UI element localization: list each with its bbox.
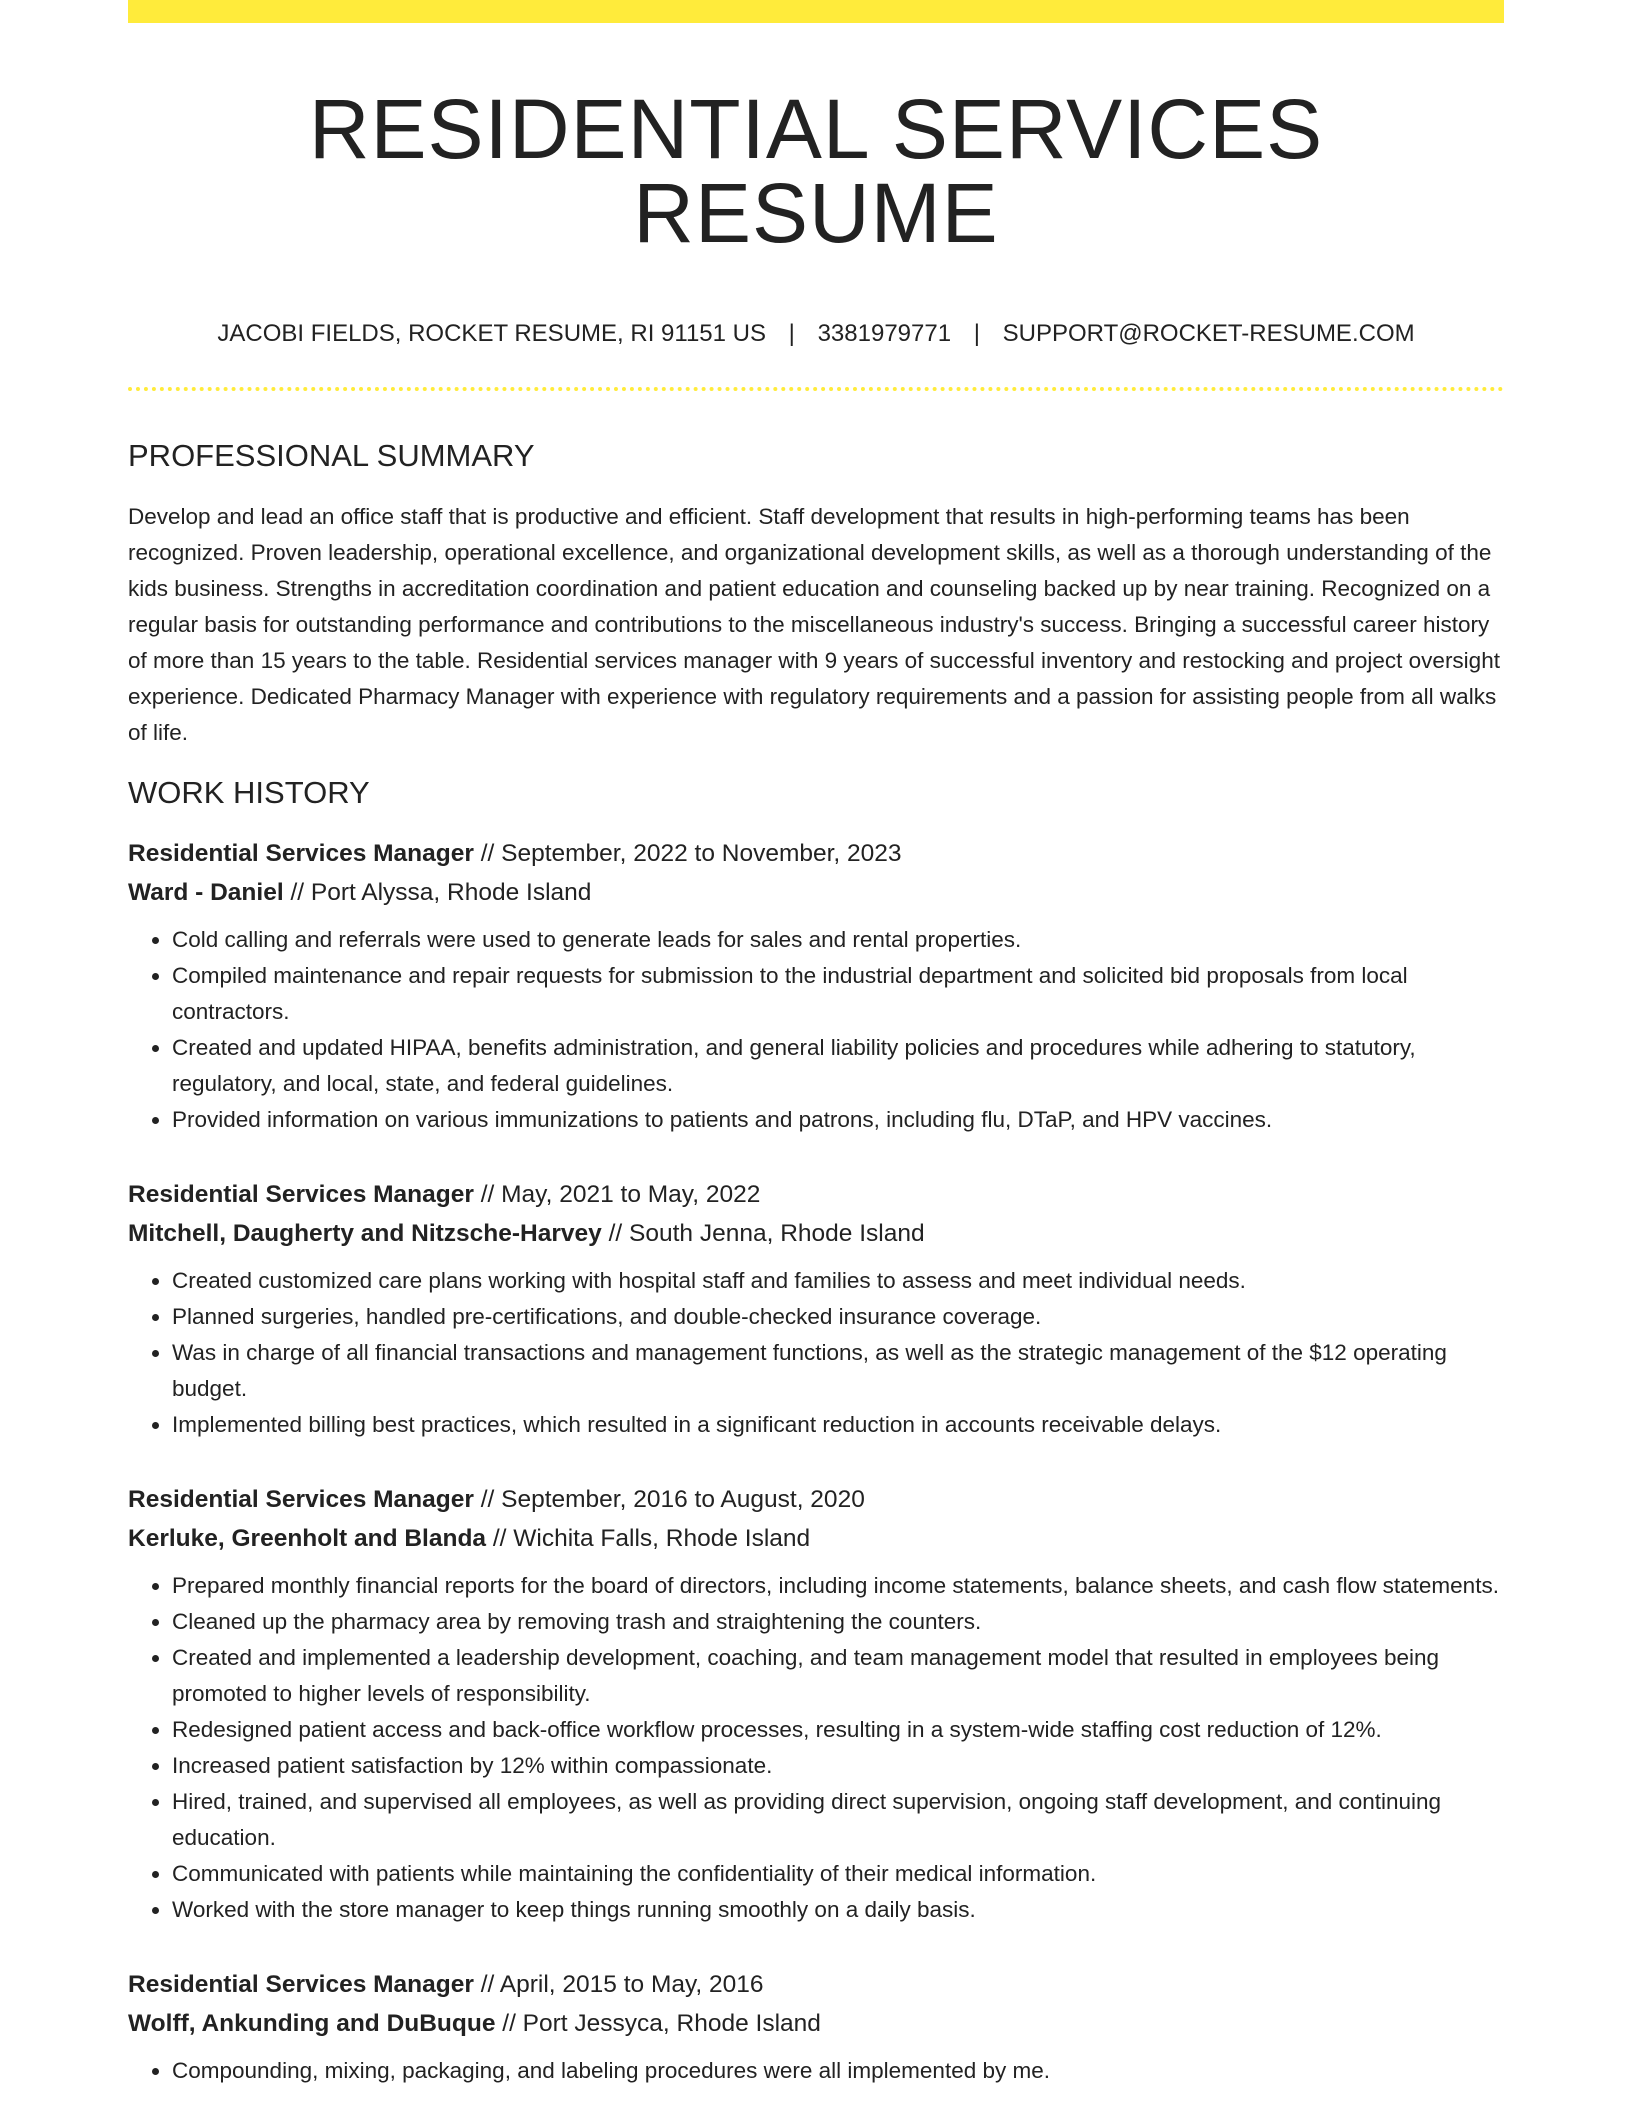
- job-entry: [128, 1480, 1504, 1928]
- job-role: Residential Services Manager: [128, 1181, 474, 1208]
- job-bullet: • Compounding, mixing, packaging, and labeling procedures were all implemented by me.: [172, 2053, 1504, 2089]
- job-bullet: • Redesigned patient access and back-office workflow processes, resulting in a system-wide staffing cost reduction of 12%.: [172, 1712, 1504, 1748]
- job-entry: [128, 834, 1504, 1138]
- job-bullet: • Created customized care plans working with hospital staff and families to assess and meet individual needs.: [172, 1263, 1504, 1299]
- job-dates: // September, 2022 to November, 2023: [473, 840, 902, 867]
- job-title-line: [128, 1480, 1504, 1519]
- job-company: Kerluke, Greenholt and Blanda: [128, 1525, 487, 1552]
- top-accent-bar: [128, 0, 1504, 23]
- job-dates: // May, 2021 to May, 2022: [473, 1181, 761, 1208]
- job-bullet: • Created and updated HIPAA, benefits administration, and general liability policies and procedures while adhering to statutory, regulatory, and local, state, and federal guidelines.: [172, 1030, 1504, 1102]
- resume-page: [128, 0, 1504, 2089]
- job-bullet: • Implemented billing best practices, which resulted in a significant reduction in accounts receivable delays.: [172, 1407, 1504, 1443]
- work-history-heading: WORK HISTORY: [128, 775, 370, 810]
- summary-text: Develop and lead an office staff that is productive and efficient. Staff development that results in high-performing teams has been recognized. Proven leadership, operational excellence, and organizational development skills, as well as a thorough understanding of the kids business. Strengths in accreditation coordination and patient education and counseling backed up by near training. Recognized on a regular basis for outstanding performance and contributions to the miscellaneous industry's success. Bringing a successful career history of more than 15 years to the table. Residential services manager with 9 years of successful inventory and restocking and project oversight experience. Dedicated Pharmacy Manager with experience with regulatory requirements and a passion for assisting people from all walks of life.: [128, 504, 1500, 745]
- job-role: Residential Services Manager: [128, 840, 474, 867]
- job-location: // Port Alyssa, Rhode Island: [283, 879, 592, 906]
- job-bullets: [128, 1263, 1504, 1443]
- work-history-list: [128, 834, 1504, 2089]
- job-role: Residential Services Manager: [128, 1486, 474, 1513]
- job-bullet: • Was in charge of all financial transactions and management functions, as well as the strategic management of the $12 operating budget.: [172, 1335, 1504, 1407]
- contact-line: [128, 322, 1504, 346]
- job-company-line: [128, 2004, 1504, 2043]
- job-bullet: • Hired, trained, and supervised all employees, as well as providing direct supervision, ongoing staff development, and continuing education.: [172, 1784, 1504, 1856]
- job-bullet: • Increased patient satisfaction by 12% within compassionate.: [172, 1748, 1504, 1784]
- contact-address: JACOBI FIELDS, ROCKET RESUME, RI 91151 US: [217, 320, 766, 347]
- job-bullet: • Provided information on various immunizations to patients and patrons, including flu, DTaP, and HPV vaccines.: [172, 1102, 1504, 1138]
- job-entry: [128, 1175, 1504, 1443]
- job-title-line: [128, 1175, 1504, 1214]
- contact-separator: |: [973, 320, 980, 347]
- job-dates: // April, 2015 to May, 2016: [473, 1971, 764, 1998]
- job-bullets: [128, 2053, 1504, 2089]
- job-company: Ward - Daniel: [128, 879, 284, 906]
- job-company: Mitchell, Daugherty and Nitzsche-Harvey: [128, 1220, 602, 1247]
- job-dates: // September, 2016 to August, 2020: [473, 1486, 865, 1513]
- job-bullets: [128, 922, 1504, 1138]
- job-bullet: • Cold calling and referrals were used to generate leads for sales and rental properties.: [172, 922, 1504, 958]
- job-bullet: • Prepared monthly financial reports for the board of directors, including income statements, balance sheets, and cash flow statements.: [172, 1568, 1504, 1604]
- contact-separator: |: [788, 320, 795, 347]
- job-bullets: [128, 1568, 1504, 1928]
- dotted-divider: [128, 387, 1504, 391]
- resume-title: RESIDENTIAL SERVICES RESUME: [308, 82, 1324, 260]
- summary-heading: PROFESSIONAL SUMMARY: [128, 438, 535, 473]
- job-company-line: [128, 873, 1504, 912]
- job-company-line: [128, 1214, 1504, 1253]
- job-company-line: [128, 1519, 1504, 1558]
- job-bullet: • Planned surgeries, handled pre-certifications, and double-checked insurance coverage.: [172, 1299, 1504, 1335]
- contact-phone: 3381979771: [817, 320, 952, 347]
- job-bullet: • Compiled maintenance and repair requests for submission to the industrial department and solicited bid proposals from local contractors.: [172, 958, 1504, 1030]
- job-title-line: [128, 834, 1504, 873]
- job-bullet: • Cleaned up the pharmacy area by removing trash and straightening the counters.: [172, 1604, 1504, 1640]
- job-company: Wolff, Ankunding and DuBuque: [128, 2010, 496, 2037]
- job-location: // Wichita Falls, Rhode Island: [486, 1525, 811, 1552]
- job-bullet: • Worked with the store manager to keep things running smoothly on a daily basis.: [172, 1892, 1504, 1928]
- job-location: // South Jenna, Rhode Island: [601, 1220, 925, 1247]
- job-bullet: • Communicated with patients while maintaining the confidentiality of their medical information.: [172, 1856, 1504, 1892]
- job-title-line: [128, 1965, 1504, 2004]
- contact-email: SUPPORT@ROCKET-RESUME.COM: [1002, 320, 1415, 347]
- job-entry: [128, 1965, 1504, 2089]
- job-bullet: • Created and implemented a leadership development, coaching, and team management model that resulted in employees being promoted to higher levels of responsibility.: [172, 1640, 1504, 1712]
- job-role: Residential Services Manager: [128, 1971, 474, 1998]
- job-location: // Port Jessyca, Rhode Island: [495, 2010, 821, 2037]
